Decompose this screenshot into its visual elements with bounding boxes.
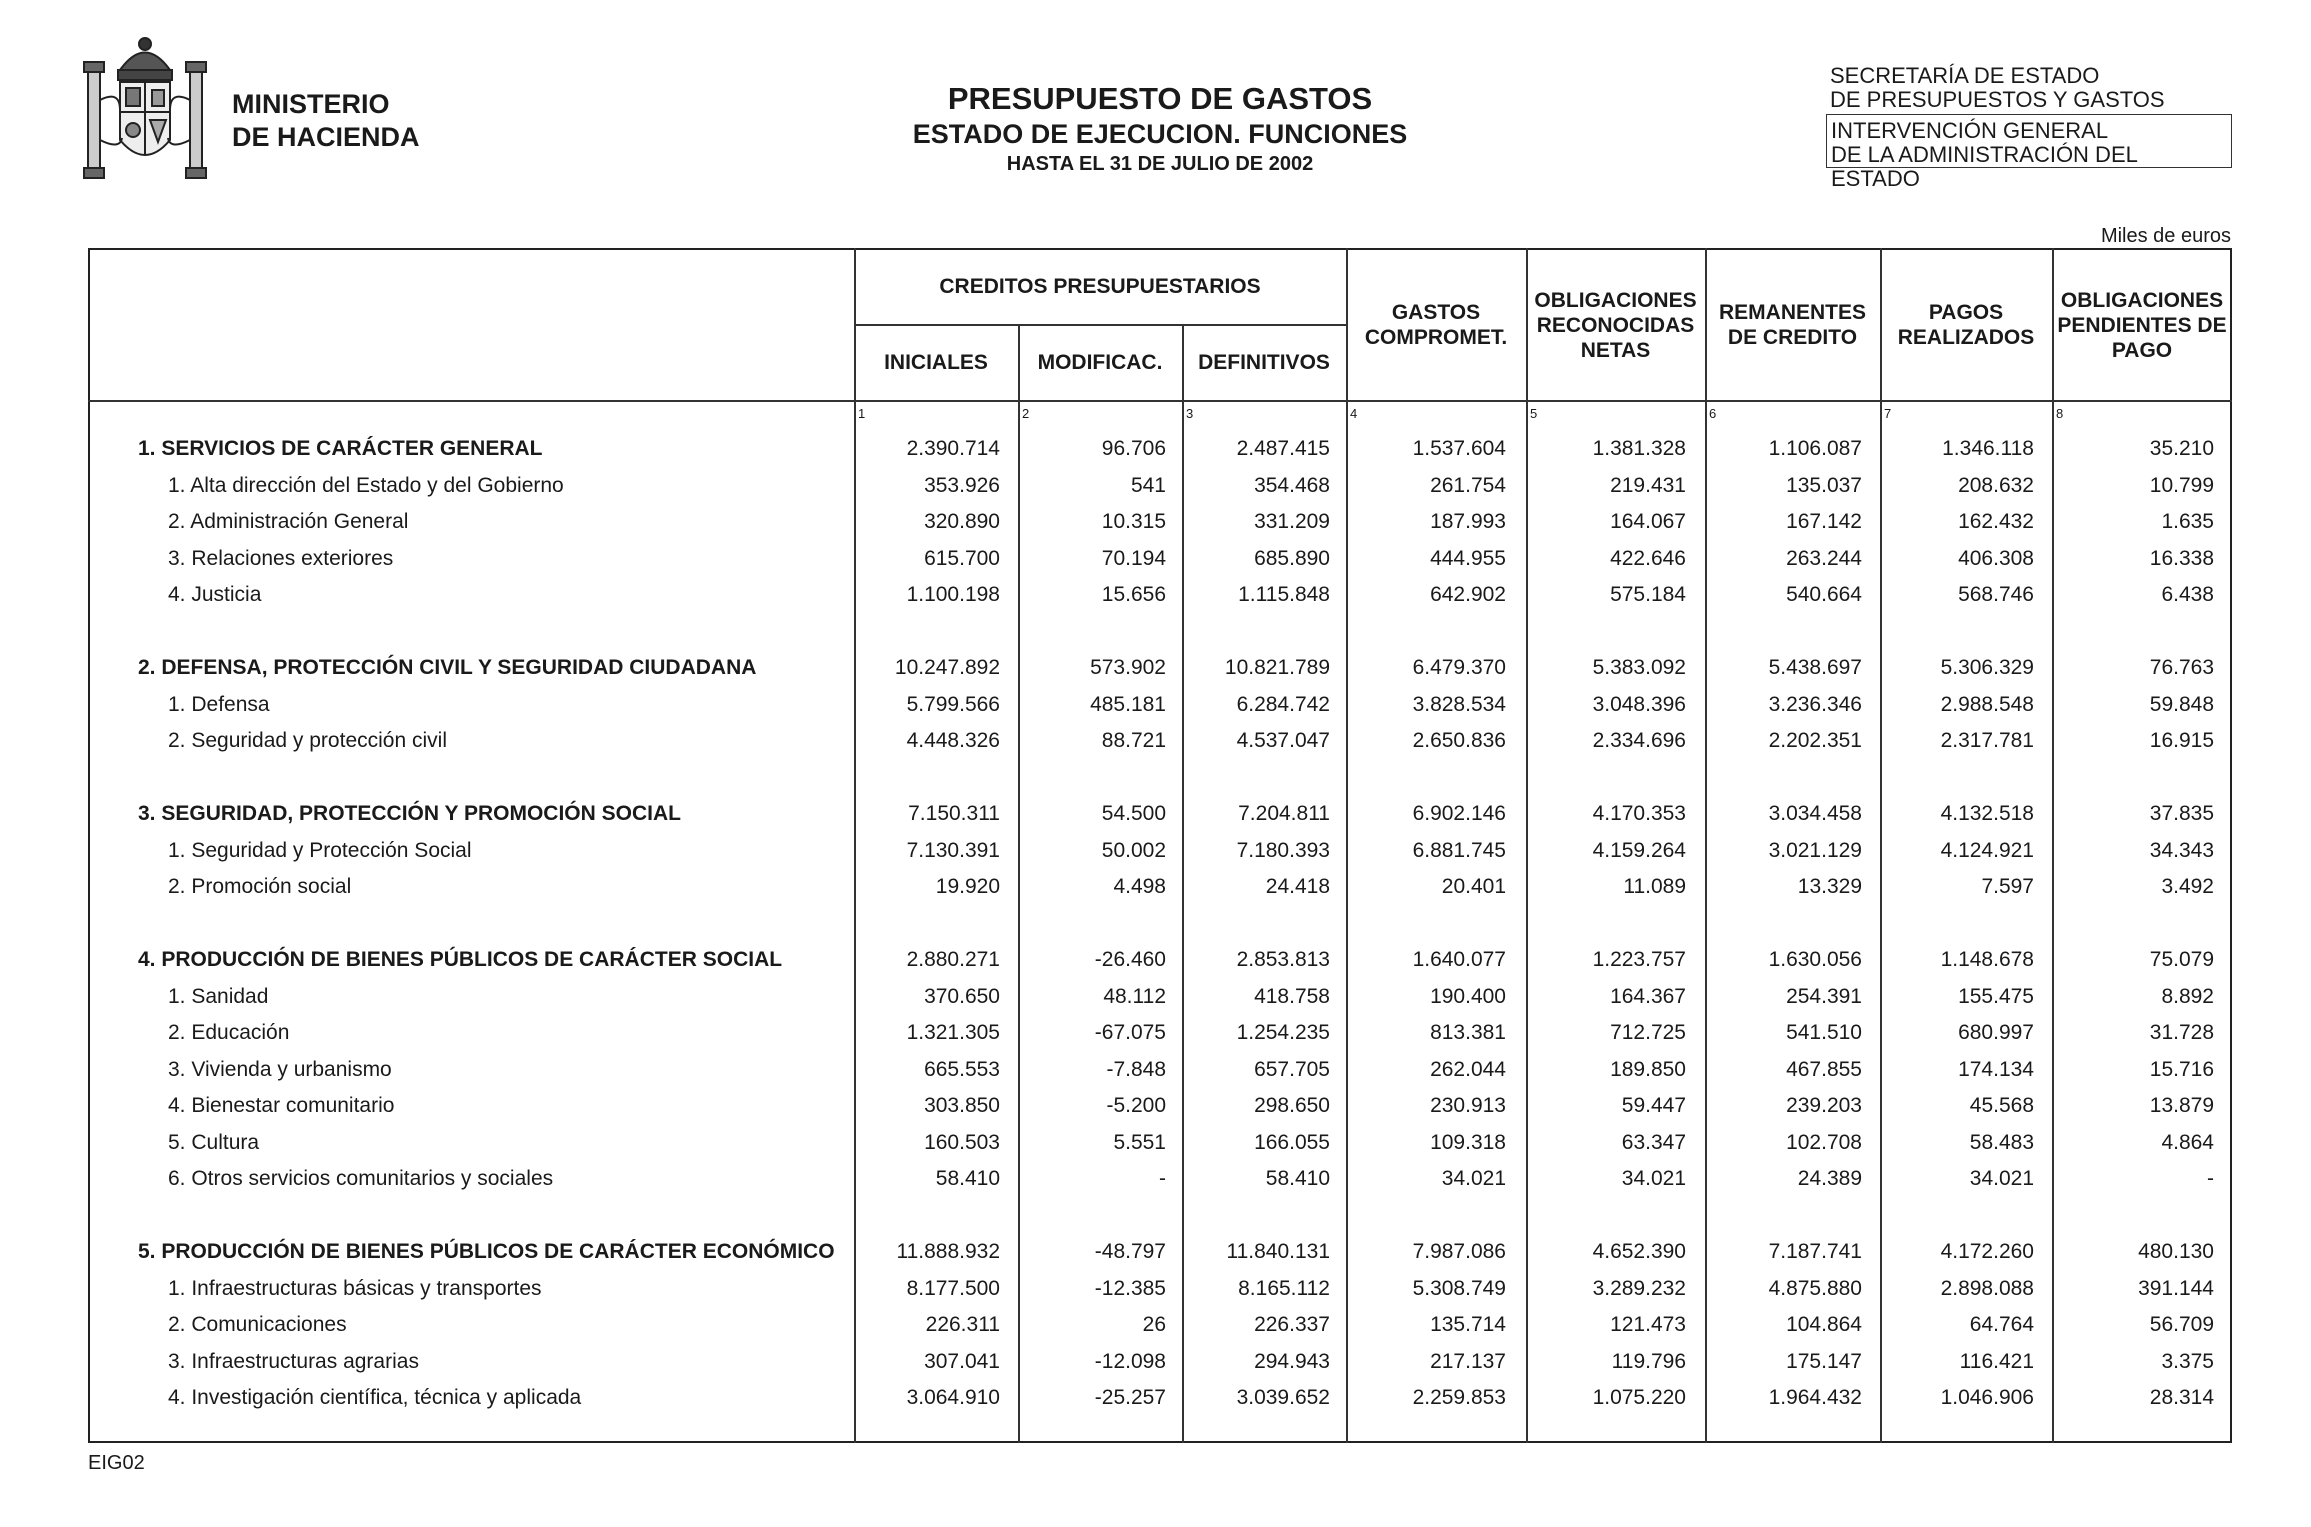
cell-value: 1.537.604 — [1412, 437, 1506, 460]
cell-value: 11.840.131 — [1226, 1240, 1330, 1263]
table-row — [88, 468, 2232, 504]
cell-value: 575.184 — [1610, 583, 1686, 606]
item-label: 4. Investigación científica, técnica y aplicada — [168, 1386, 582, 1409]
report-title-block — [860, 80, 1460, 177]
cell-value: 685.890 — [1254, 546, 1330, 570]
cell-value: 1.321.305 — [906, 1021, 1000, 1044]
cell-value: 5.306.329 — [1940, 656, 2034, 679]
table-row — [88, 1125, 2232, 1161]
cell-value: 35.210 — [2149, 437, 2214, 460]
cell-value: 208.632 — [1958, 473, 2034, 497]
cell-value: 6.902.146 — [1412, 802, 1506, 825]
cell-value: 8.165.112 — [1238, 1276, 1330, 1300]
intervencion-line-1: INTERVENCIÓN GENERAL — [1831, 118, 2109, 143]
section-label: 5. PRODUCCIÓN DE BIENES PÚBLICOS DE CARÁCTER ECONÓMICO — [138, 1240, 835, 1263]
cell-value: 59.848 — [2149, 692, 2214, 716]
table-row — [88, 1380, 2232, 1416]
cell-value: 680.997 — [1958, 1021, 2034, 1044]
cell-value: 2.202.351 — [1768, 729, 1862, 752]
item-label: 2. Administración General — [168, 510, 409, 533]
cell-value: 7.597 — [1981, 875, 2034, 898]
header-remanentes — [1705, 300, 1880, 350]
cell-value: 444.955 — [1430, 546, 1506, 570]
cell-value: 1.148.678 — [1940, 948, 2034, 971]
cell-value: 418.758 — [1254, 984, 1330, 1008]
cell-value: 24.418 — [1265, 875, 1330, 898]
header-gastos-compromet — [1346, 300, 1526, 350]
report-date: HASTA EL 31 DE JULIO DE 2002 — [1006, 153, 1314, 175]
cell-value: 1.640.077 — [1412, 948, 1506, 971]
cell-value: 3.021.129 — [1768, 838, 1862, 862]
header-pagos-line-2: REALIZADOS — [1897, 326, 2035, 349]
cell-value: 45.568 — [1969, 1094, 2034, 1117]
report-subtitle: ESTADO DE EJECUCION. FUNCIONES — [912, 119, 1408, 149]
table-row — [88, 1052, 2232, 1088]
column-number: 2 — [1022, 406, 1030, 421]
table-row — [88, 833, 2232, 869]
cell-value: 10.247.892 — [894, 656, 1000, 679]
item-label: 1. Infraestructuras básicas y transportes — [168, 1276, 542, 1300]
cell-value: 1.381.328 — [1592, 437, 1686, 460]
header-obligaciones-pendientes — [2052, 288, 2232, 363]
item-label: 4. Bienestar comunitario — [168, 1094, 395, 1117]
section-label: 4. PRODUCCIÓN DE BIENES PÚBLICOS DE CARÁCTER SOCIAL — [138, 948, 783, 971]
cell-value: 50.002 — [1101, 838, 1166, 862]
intervencion-line-2: DE LA ADMINISTRACIÓN DEL ESTADO — [1831, 142, 2138, 191]
item-label: 4. Justicia — [168, 583, 262, 606]
cell-value: 615.700 — [924, 546, 1000, 570]
table-row — [88, 1015, 2232, 1051]
cell-value: 167.142 — [1786, 510, 1862, 533]
cell-value: 2.988.548 — [1940, 692, 2034, 716]
cell-value: 406.308 — [1958, 546, 2034, 570]
cell-value: 3.828.534 — [1412, 692, 1506, 716]
table-row — [88, 1271, 2232, 1307]
cell-value: 48.112 — [1103, 984, 1166, 1008]
item-label: 2. Educación — [168, 1021, 290, 1044]
cell-value: 1.964.432 — [1768, 1386, 1862, 1409]
cell-value: 298.650 — [1254, 1094, 1330, 1117]
cell-value: 34.021 — [1969, 1167, 2034, 1190]
cell-value: -12.098 — [1094, 1349, 1166, 1373]
column-number: 7 — [1884, 406, 1892, 421]
cell-value: 3.064.910 — [906, 1386, 1000, 1409]
cell-value: 164.367 — [1610, 984, 1686, 1008]
cell-value: 54.500 — [1101, 802, 1166, 825]
cell-value: 4.124.921 — [1940, 838, 2034, 862]
cell-value: 467.855 — [1786, 1057, 1862, 1081]
cell-value: 31.728 — [2149, 1021, 2214, 1044]
table-row — [88, 1307, 2232, 1343]
cell-value: - — [2207, 1167, 2214, 1190]
cell-value: 166.055 — [1254, 1130, 1330, 1154]
cell-value: 307.041 — [924, 1349, 1000, 1373]
cell-value: 96.706 — [1101, 437, 1166, 460]
cell-value: 13.879 — [2149, 1094, 2214, 1117]
section-label: 1. SERVICIOS DE CARÁCTER GENERAL — [138, 437, 543, 460]
header-iniciales: INICIALES — [884, 351, 988, 374]
cell-value: 230.913 — [1430, 1094, 1506, 1117]
cell-value: 162.432 — [1958, 510, 2034, 533]
cell-value: 8.177.500 — [906, 1276, 1000, 1300]
cell-value: 4.448.326 — [906, 729, 1000, 752]
cell-value: 19.920 — [935, 875, 1000, 898]
cell-value: 1.346.118 — [1942, 437, 2034, 460]
ministry-line-1: MINISTERIO — [232, 89, 390, 119]
cell-value: 665.553 — [924, 1057, 1000, 1081]
cell-value: 37.835 — [2149, 802, 2214, 825]
cell-value: 13.329 — [1797, 875, 1862, 898]
table-row — [88, 650, 2232, 686]
item-label: 5. Cultura — [168, 1130, 260, 1154]
item-label: 3. Infraestructuras agrarias — [168, 1349, 419, 1373]
table-row — [88, 869, 2232, 905]
report-code: EIG02 — [88, 1452, 145, 1474]
cell-value: 1.046.906 — [1940, 1386, 2034, 1409]
header-divider — [88, 400, 2232, 402]
cell-value: 16.338 — [2149, 546, 2214, 570]
cell-value: 6.284.742 — [1236, 692, 1330, 716]
cell-value: 813.381 — [1430, 1021, 1506, 1044]
cell-value: 642.902 — [1430, 583, 1506, 606]
secretaria-line-2: DE PRESUPUESTOS Y GASTOS — [1830, 87, 2165, 112]
cell-value: 254.391 — [1786, 984, 1862, 1008]
group-divider — [854, 324, 1346, 326]
secretaria-line-1: SECRETARÍA DE ESTADO — [1830, 63, 2100, 88]
cell-value: 370.650 — [924, 984, 1000, 1008]
cell-value: 175.147 — [1786, 1349, 1862, 1373]
cell-value: 15.716 — [2149, 1057, 2214, 1081]
cell-value: 573.902 — [1090, 656, 1166, 679]
cell-value: 11.089 — [1623, 875, 1686, 898]
cell-value: 2.898.088 — [1940, 1276, 2034, 1300]
cell-value: -67.075 — [1094, 1021, 1166, 1044]
cell-value: 4.498 — [1113, 875, 1166, 898]
header-oblig-line-1: OBLIGACIONES — [1534, 289, 1697, 312]
coat-of-arms-icon — [80, 30, 210, 185]
cell-value: 6.881.745 — [1412, 838, 1506, 862]
item-label: 1. Defensa — [168, 692, 270, 716]
secretaria-block — [1830, 64, 2165, 112]
cell-value: 6.479.370 — [1412, 656, 1506, 679]
cell-value: 1.254.235 — [1236, 1021, 1330, 1044]
cell-value: -7.848 — [1106, 1057, 1166, 1081]
cell-value: 16.915 — [2149, 729, 2214, 752]
table-row — [88, 723, 2232, 759]
cell-value: 75.079 — [2149, 948, 2214, 971]
table-row — [88, 942, 2232, 978]
header-pend-line-3: PAGO — [2111, 339, 2173, 362]
cell-value: 58.410 — [935, 1167, 1000, 1190]
cell-value: 189.850 — [1610, 1057, 1686, 1081]
cell-value: 320.890 — [924, 510, 1000, 533]
column-number: 5 — [1530, 406, 1538, 421]
cell-value: 657.705 — [1254, 1057, 1330, 1081]
cell-value: 261.754 — [1430, 473, 1506, 497]
cell-value: 7.180.393 — [1236, 838, 1330, 862]
cell-value: 1.115.848 — [1238, 583, 1330, 606]
cell-value: 155.475 — [1958, 984, 2034, 1008]
cell-value: 391.144 — [2138, 1276, 2214, 1300]
item-label: 2. Promoción social — [168, 875, 352, 898]
column-number: 6 — [1709, 406, 1717, 421]
cell-value: 7.187.741 — [1768, 1240, 1862, 1263]
cell-value: 6.438 — [2161, 583, 2214, 606]
cell-value: 64.764 — [1969, 1313, 2034, 1336]
cell-value: 187.993 — [1430, 510, 1506, 533]
table-row — [88, 1088, 2232, 1124]
cell-value: 3.039.652 — [1236, 1386, 1330, 1409]
cell-value: 10.821.789 — [1224, 656, 1330, 679]
cell-value: 63.347 — [1621, 1130, 1686, 1154]
cell-value: 109.318 — [1430, 1130, 1506, 1154]
item-label: 2. Comunicaciones — [168, 1313, 347, 1336]
cell-value: 4.172.260 — [1940, 1240, 2034, 1263]
header-pend-line-2: PENDIENTES DE — [2057, 314, 2227, 337]
cell-value: 5.799.566 — [906, 692, 1000, 716]
header-oblig-line-2: RECONOCIDAS — [1536, 314, 1695, 337]
cell-value: -12.385 — [1094, 1276, 1166, 1300]
cell-value: 541 — [1130, 473, 1166, 497]
cell-value: 5.438.697 — [1768, 656, 1862, 679]
table-row — [88, 1344, 2232, 1380]
header-pagos-realizados — [1880, 300, 2052, 350]
cell-value: 1.630.056 — [1768, 948, 1862, 971]
cell-value: 70.194 — [1101, 546, 1166, 570]
cell-value: -5.200 — [1106, 1094, 1166, 1117]
cell-value: 20.401 — [1441, 875, 1506, 898]
cell-value: -48.797 — [1094, 1240, 1166, 1263]
cell-value: 8.892 — [2161, 984, 2214, 1008]
cell-value: 26 — [1142, 1313, 1166, 1336]
cell-value: 88.721 — [1101, 729, 1166, 752]
cell-value: 104.864 — [1786, 1313, 1862, 1336]
cell-value: 4.864 — [2161, 1130, 2214, 1154]
cell-value: 5.383.092 — [1592, 656, 1686, 679]
section-label: 3. SEGURIDAD, PROTECCIÓN Y PROMOCIÓN SOCIAL — [138, 802, 681, 825]
cell-value: 2.390.714 — [906, 437, 1000, 460]
cell-value: 226.311 — [925, 1313, 1000, 1336]
section-label: 2. DEFENSA, PROTECCIÓN CIVIL Y SEGURIDAD CIUDADANA — [138, 656, 757, 679]
cell-value: 2.259.853 — [1412, 1386, 1506, 1409]
cell-value: 2.334.696 — [1592, 729, 1686, 752]
cell-value: 239.203 — [1786, 1094, 1862, 1117]
table-row — [88, 541, 2232, 577]
cell-value: 5.551 — [1113, 1130, 1166, 1154]
header-oblig-line-3: NETAS — [1580, 339, 1651, 362]
cell-value: 2.317.781 — [1940, 729, 2034, 752]
cell-value: 568.746 — [1958, 583, 2034, 606]
cell-value: 5.308.749 — [1412, 1276, 1506, 1300]
cell-value: 217.137 — [1430, 1349, 1506, 1373]
cell-value: 3.375 — [2161, 1349, 2214, 1373]
cell-value: 1.075.220 — [1592, 1386, 1686, 1409]
cell-value: 541.510 — [1786, 1021, 1862, 1044]
cell-value: 263.244 — [1786, 546, 1862, 570]
cell-value: 11.888.932 — [896, 1240, 1000, 1263]
table-row — [88, 979, 2232, 1015]
cell-value: 540.664 — [1786, 583, 1862, 606]
cell-value: 354.468 — [1254, 473, 1330, 497]
intervencion-box — [1826, 114, 2232, 191]
cell-value: 58.483 — [1969, 1130, 2034, 1154]
header-gastos-line-1: GASTOS — [1391, 301, 1481, 324]
cell-value: 4.537.047 — [1236, 729, 1330, 752]
header-pagos-line-1: PAGOS — [1928, 301, 2004, 324]
table-row — [88, 1161, 2232, 1197]
cell-value: 59.447 — [1621, 1094, 1686, 1117]
column-number: 1 — [858, 406, 866, 421]
cell-value: 34.021 — [1621, 1167, 1686, 1190]
cell-value: 7.150.311 — [908, 802, 1000, 825]
cell-value: -25.257 — [1094, 1386, 1166, 1409]
cell-value: -26.460 — [1094, 948, 1166, 971]
header-reman-line-2: DE CREDITO — [1727, 326, 1858, 349]
cell-value: 4.132.518 — [1940, 802, 2034, 825]
cell-value: 190.400 — [1430, 984, 1506, 1008]
cell-value: 3.236.346 — [1768, 692, 1862, 716]
header-creditos-presupuestarios: CREDITOS PRESUPUESTARIOS — [939, 275, 1261, 298]
cell-value: 28.314 — [2149, 1386, 2214, 1409]
cell-value: 3.492 — [2161, 875, 2214, 898]
unit-label: Miles de euros — [2100, 225, 2231, 247]
table-row — [88, 504, 2232, 540]
cell-value: 3.289.232 — [1592, 1276, 1686, 1300]
table-row — [88, 796, 2232, 832]
cell-value: 164.067 — [1610, 510, 1686, 533]
cell-value: 119.796 — [1611, 1349, 1686, 1373]
cell-value: 2.487.415 — [1236, 437, 1330, 460]
item-label: 3. Relaciones exteriores — [168, 546, 394, 570]
item-label: 2. Seguridad y protección civil — [168, 729, 447, 752]
cell-value: 4.159.264 — [1592, 838, 1686, 862]
cell-value: 15.656 — [1101, 583, 1166, 606]
header-obligaciones-reconocidas — [1526, 288, 1705, 363]
cell-value: 56.709 — [2149, 1313, 2214, 1336]
column-number: 3 — [1186, 406, 1194, 421]
header-modificac: MODIFICAC. — [1037, 351, 1163, 374]
item-label: 1. Seguridad y Protección Social — [168, 838, 472, 862]
cell-value: 135.037 — [1786, 473, 1862, 497]
ministry-line-2: DE HACIENDA — [232, 122, 420, 152]
cell-value: 10.799 — [2149, 473, 2214, 497]
cell-value: 58.410 — [1265, 1167, 1330, 1190]
header-definitivos: DEFINITIVOS — [1198, 351, 1330, 374]
cell-value: 7.204.811 — [1238, 802, 1330, 825]
ministry-name — [232, 88, 420, 154]
item-label: 6. Otros servicios comunitarios y sociales — [168, 1167, 554, 1190]
cell-value: 2.880.271 — [906, 948, 1000, 971]
cell-value: 485.181 — [1090, 692, 1166, 716]
item-label: 1. Alta dirección del Estado y del Gobierno — [168, 473, 564, 497]
column-number: 8 — [2056, 406, 2064, 421]
cell-value: 422.646 — [1610, 546, 1686, 570]
cell-value: 135.714 — [1430, 1313, 1506, 1336]
cell-value: 226.337 — [1254, 1313, 1330, 1336]
cell-value: 480.130 — [2138, 1240, 2214, 1263]
header-pend-line-1: OBLIGACIONES — [2060, 289, 2224, 312]
cell-value: 24.389 — [1797, 1167, 1862, 1190]
report-title: PRESUPUESTO DE GASTOS — [947, 81, 1373, 116]
cell-value: 160.503 — [924, 1130, 1000, 1154]
cell-value: 174.134 — [1958, 1057, 2034, 1081]
cell-value: 3.034.458 — [1768, 802, 1862, 825]
cell-value: 1.635 — [2161, 510, 2214, 533]
cell-value: 34.021 — [1441, 1167, 1506, 1190]
table-row — [88, 687, 2232, 723]
cell-value: - — [1159, 1167, 1166, 1190]
cell-value: 712.725 — [1610, 1021, 1686, 1044]
cell-value: 353.926 — [924, 473, 1000, 497]
table-row — [88, 577, 2232, 613]
header-gastos-line-2: COMPROMET. — [1364, 326, 1508, 349]
cell-value: 331.209 — [1254, 510, 1330, 533]
cell-value: 262.044 — [1430, 1057, 1506, 1081]
cell-value: 1.100.198 — [906, 583, 1000, 606]
cell-value: 121.473 — [1610, 1313, 1686, 1336]
cell-value: 294.943 — [1254, 1349, 1330, 1373]
table-row — [88, 431, 2232, 467]
cell-value: 2.853.813 — [1236, 948, 1330, 971]
cell-value: 1.223.757 — [1592, 948, 1686, 971]
item-label: 1. Sanidad — [168, 984, 269, 1008]
cell-value: 10.315 — [1101, 510, 1166, 533]
cell-value: 4.875.880 — [1768, 1276, 1862, 1300]
cell-value: 4.170.353 — [1592, 802, 1686, 825]
cell-value: 3.048.396 — [1592, 692, 1686, 716]
cell-value: 4.652.390 — [1592, 1240, 1686, 1263]
header-reman-line-1: REMANENTES — [1718, 301, 1866, 324]
cell-value: 76.763 — [2149, 656, 2214, 679]
cell-value: 219.431 — [1610, 473, 1686, 497]
cell-value: 7.987.086 — [1412, 1240, 1506, 1263]
cell-value: 303.850 — [924, 1094, 1000, 1117]
cell-value: 102.708 — [1786, 1130, 1862, 1154]
cell-value: 116.421 — [1959, 1349, 2034, 1373]
column-number: 4 — [1350, 406, 1358, 421]
item-label: 3. Vivienda y urbanismo — [168, 1057, 392, 1081]
cell-value: 2.650.836 — [1412, 729, 1506, 752]
cell-value: 1.106.087 — [1768, 437, 1862, 460]
cell-value: 7.130.391 — [906, 838, 1000, 862]
cell-value: 34.343 — [2149, 838, 2214, 862]
table-row — [88, 1234, 2232, 1270]
